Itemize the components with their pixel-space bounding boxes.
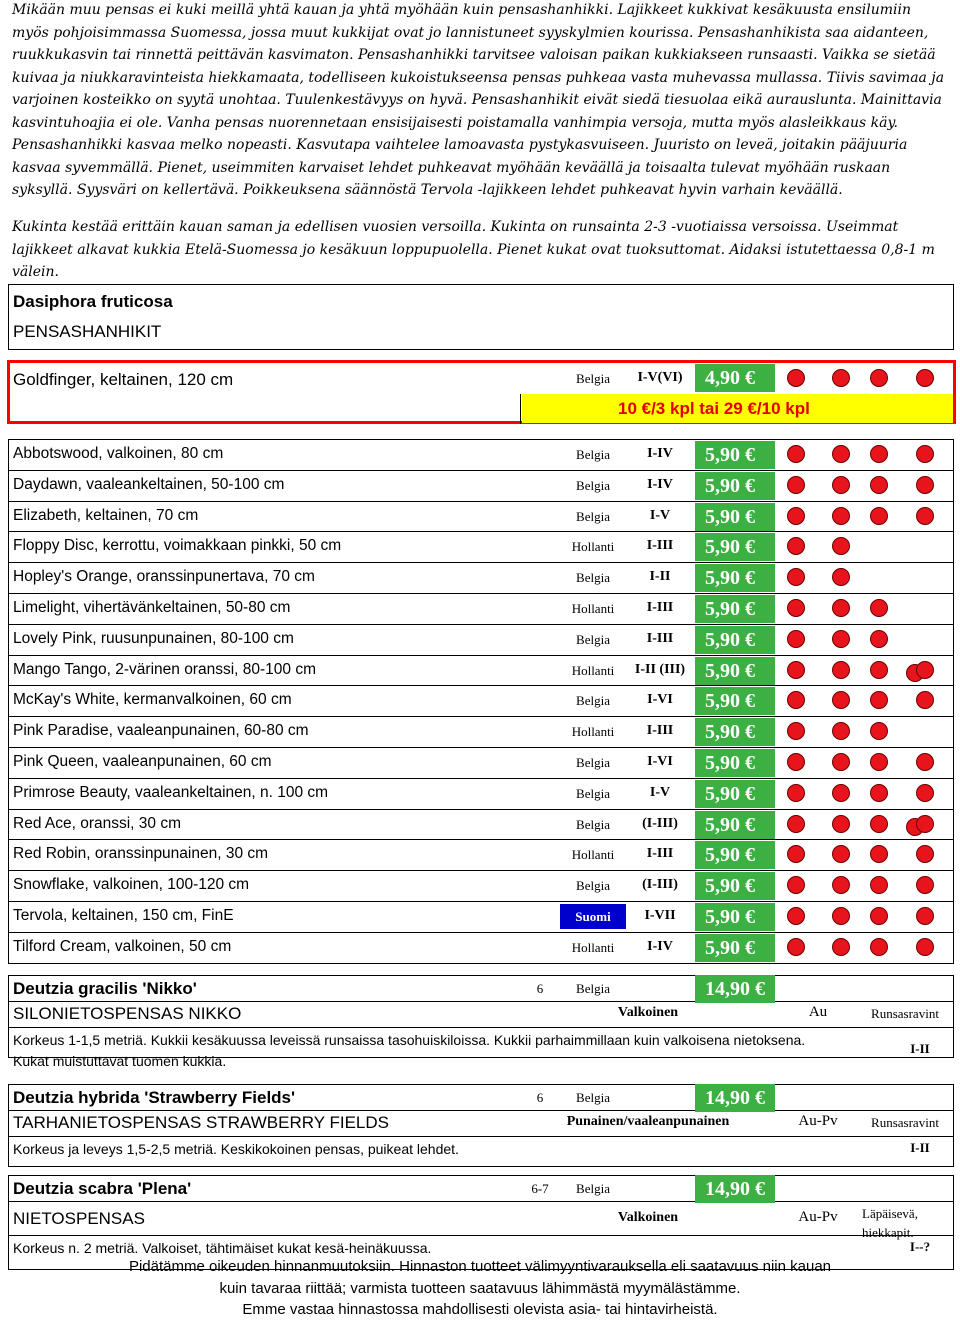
- deutzia-hardiness-zone: I-II: [910, 1140, 930, 1155]
- availability-dot-icon: [832, 784, 850, 802]
- deutzia-price: 14,90 €: [695, 1175, 775, 1203]
- variety-price: 5,90 €: [695, 441, 775, 469]
- featured-product-name: Goldfinger, keltainen, 120 cm: [13, 370, 234, 389]
- availability-dot-icon: [787, 507, 805, 525]
- availability-dot-icon: [916, 938, 934, 956]
- variety-price: 5,90 €: [695, 595, 775, 623]
- variety-name: Pink Paradise, vaaleanpunainen, 60-80 cm: [13, 722, 309, 740]
- deutzia-description: Korkeus ja leveys 1,5-2,5 metriä. Keskikokoinen pensas, puikeat lehdet.: [13, 1141, 459, 1157]
- availability-dot-icon: [787, 476, 805, 494]
- variety-hardiness-zone: I-VI: [647, 754, 673, 769]
- availability-dot-icon: [787, 938, 805, 956]
- footer-disclaimer-line-2: kuin tavaraa riittää; varmista tuotteen saatavuus lähimmästä myymälästämme.: [219, 1280, 741, 1297]
- deutzia-soil: Runsasravint: [871, 1006, 939, 1021]
- variety-name: Pink Queen, vaaleanpunainen, 60 cm: [13, 753, 272, 770]
- availability-dot-icon: [870, 445, 888, 463]
- deutzia-origin: Belgia: [576, 981, 610, 996]
- deutzia-price: 14,90 €: [695, 975, 775, 1003]
- variety-hardiness-zone: (I-III): [642, 877, 678, 893]
- deutzia-light-requirement: Au-Pv: [798, 1113, 838, 1129]
- deutzia-pot-size: 6: [536, 981, 544, 996]
- variety-hardiness-zone: I-III: [646, 538, 674, 554]
- availability-dot-icon: [832, 630, 850, 648]
- deutzia-pot-size: 6: [536, 1090, 544, 1105]
- variety-hardiness-zone: I-IV: [647, 476, 673, 492]
- deutzia-flower-color: Punainen/vaaleanpunainen: [566, 1114, 730, 1129]
- deutzia-pot-size: 6-7: [531, 1181, 549, 1196]
- availability-dot-icon: [787, 753, 805, 771]
- deutzia-flower-color: Valkoinen: [617, 1005, 679, 1020]
- variety-origin: Suomi: [560, 904, 626, 929]
- availability-dot-icon: [787, 445, 805, 463]
- variety-hardiness-zone: I-IV: [647, 938, 673, 954]
- variety-origin: Belgia: [576, 631, 610, 647]
- deutzia-description: Korkeus n. 2 metriä. Valkoiset, tähtimäiset kukat kesä-heinäkuussa.: [13, 1240, 432, 1256]
- intro-paragraph-2: Kukinta kestää erittäin kauan saman ja edellisen vuosien versoilla. Kukinta on runsainta 2-3 -vuotiaissa versoissa. Useimmat lajikkeet alkavat kukkia Etelä-Suomessa jo kesäkuun loppupuolella. Pienet kukat ovat tuoksuttomat. Aidaksi istutettaessa 0,8-1 m välein.: [12, 219, 935, 280]
- deutzia-latin-name: Deutzia scabra 'Plena': [13, 1179, 192, 1198]
- variety-name: Abbotswood, valkoinen, 80 cm: [13, 445, 224, 462]
- deutzia-price: 14,90 €: [695, 1084, 775, 1112]
- availability-dot-icon: [870, 784, 888, 802]
- featured-product-origin: Belgia: [576, 371, 610, 386]
- deutzia-soil: Läpäisevä, hiekkapit.: [862, 1206, 918, 1240]
- variety-hardiness-zone: I-III: [646, 630, 674, 646]
- availability-dot-icon: [832, 691, 850, 709]
- variety-hardiness-zone: I-III: [646, 723, 674, 739]
- availability-dot-icon: [832, 445, 850, 463]
- availability-dot-icon: [787, 845, 805, 863]
- variety-name: Tervola, keltainen, 150 cm, FinE: [13, 907, 234, 924]
- deutzia-latin-name: Deutzia hybrida 'Strawberry Fields': [13, 1088, 296, 1107]
- availability-dot-icon: [787, 784, 805, 802]
- variety-name: Hopley's Orange, oranssinpunertava, 70 cm: [13, 568, 315, 586]
- variety-origin: Hollanti: [571, 662, 615, 678]
- availability-dot-icon: [787, 630, 805, 648]
- variety-price: 5,90 €: [695, 687, 775, 715]
- availability-dot-icon: [870, 815, 888, 833]
- availability-dot-icon: [787, 722, 805, 740]
- variety-name: Limelight, vihertävänkeltainen, 50-80 cm: [13, 599, 291, 616]
- variety-hardiness-zone: I-VI: [647, 692, 673, 708]
- availability-dot-icon: [870, 907, 888, 925]
- variety-price: 5,90 €: [695, 811, 775, 839]
- deutzia-finnish-name: NIETOSPENSAS: [13, 1209, 145, 1228]
- availability-dot-icon: [916, 445, 934, 463]
- variety-origin: Hollanti: [571, 847, 615, 863]
- intro-paragraph: Mikään muu pensas ei kuki meillä yhtä kauan ja yhtä myöhään kuin pensashanhikki. Lajikkeet kukkivat kesäkuusta ensilumiin myös pohjoisimmassa Suomessa, jossa muut kukkijat ovat jo lannistuneet syyskylmien kourissa. Pensashanhikista saa aidanteen, ruukkukasvin tai rinnettä peittävän kasvimaton. Pensashanhikki tarvitsee valoisan paikan kukkiakseen runsaasti. Vaikka se sietää kuivaa ja niukkaravinteista hiekkamaata, todelliseen kukoistukseensa pensas puhkeaa vasta muhevassa mullassa. Tiivis savimaa ja varjoinen kosteikko on syytä unohtaa. Tuulenkestävyys on hyvä. Pensashanhikit eivät siedä tiesuolaa eikä aurauslunta. Mainittavia kasvintuhoajia ei ole. Vanha pensas nuorennetaan ensisijaisesti poistamalla vanhimpia versoja, mutta myös alasleikkaus käy. Pensashanhikki kasvaa melko nopeasti. Kasvutapa vaihtelee lamoavasta pystykasvuiseen. Juuristo on leveä, joitakin pääjuuria kasvaa syvemmällä. Pienet, useimmiten karvaiset lehdet puhkeavat myöhään keväällä ja toisaalta tulevat myöhään ruskaan syksyllä. Syysväri on kellertävä. Poikkeuksena säännöstä Tervola -lajikkeen lehdet puhkeavat hyvin varhain keväällä.: [12, 2, 945, 198]
- variety-hardiness-zone: I-II (III): [634, 661, 686, 677]
- variety-name: Mango Tango, 2-värinen oranssi, 80-100 cm: [13, 660, 316, 678]
- deutzia-light-requirement: Au: [808, 1004, 828, 1020]
- variety-price: 5,90 €: [695, 780, 775, 808]
- deutzia-hardiness-zone: I--?: [909, 1239, 931, 1254]
- variety-price: 5,90 €: [695, 903, 775, 931]
- availability-dot-icon: [832, 845, 850, 863]
- variety-name: McKay's White, kermanvalkoinen, 60 cm: [13, 691, 292, 709]
- availability-dot-icon: [870, 722, 888, 740]
- availability-dot-icon: [832, 599, 850, 617]
- variety-price: 5,90 €: [695, 934, 775, 962]
- variety-origin: Belgia: [576, 447, 610, 462]
- variety-name: Daydawn, vaaleankeltainen, 50-100 cm: [13, 475, 285, 493]
- availability-dot-icon: [870, 845, 888, 863]
- variety-price: 5,90 €: [695, 718, 775, 746]
- variety-price: 5,90 €: [695, 657, 775, 685]
- variety-origin: Hollanti: [571, 939, 615, 955]
- availability-dot-icon: [916, 815, 934, 833]
- variety-hardiness-zone: I-VII: [644, 908, 676, 923]
- variety-origin: Hollanti: [571, 724, 615, 740]
- variety-hardiness-zone: I-III: [646, 600, 674, 615]
- variety-price: 5,90 €: [695, 841, 775, 869]
- variety-origin: Hollanti: [571, 539, 615, 555]
- availability-dot-icon: [787, 568, 805, 586]
- variety-name: Primrose Beauty, vaaleankeltainen, n. 100 cm: [13, 783, 329, 801]
- availability-dot-icon: [870, 476, 888, 494]
- availability-dot-icon: [916, 691, 934, 709]
- footer-disclaimer-line-1: Pidätämme oikeuden hinnanmuutoksiin. Hinnaston tuotteet välimyyntivarauksella eli saatavuus niin kauan: [128, 1258, 832, 1275]
- deutzia-origin: Belgia: [576, 1181, 610, 1196]
- availability-dot-icon: [916, 753, 934, 771]
- deutzia-hardiness-zone: I-II: [910, 1041, 930, 1056]
- availability-dot-icon: [832, 753, 850, 771]
- deutzia-light-requirement: Au-Pv: [798, 1209, 838, 1225]
- variety-name: Red Ace, oranssi, 30 cm: [13, 814, 181, 832]
- featured-offer-banner: 10 €/3 kpl tai 29 €/10 kpl: [522, 394, 953, 423]
- variety-price: 5,90 €: [695, 564, 775, 592]
- availability-dot-icon: [787, 815, 805, 833]
- variety-price: 5,90 €: [695, 749, 775, 777]
- variety-hardiness-zone: I-V: [649, 507, 671, 523]
- availability-dot-icon: [832, 537, 850, 555]
- availability-dot-icon: [787, 876, 805, 894]
- availability-dot-icon: [870, 507, 888, 525]
- variety-hardiness-zone: I-V: [649, 784, 671, 800]
- availability-dot-icon: [916, 661, 934, 679]
- variety-origin: Belgia: [576, 816, 610, 832]
- variety-name: Red Robin, oranssinpunainen, 30 cm: [13, 845, 269, 863]
- availability-dot-icon: [916, 845, 934, 863]
- variety-hardiness-zone: I-IV: [647, 446, 673, 461]
- deutzia-description: Korkeus 1-1,5 metriä. Kukkii kesäkuussa leveissä runsaissa tasohuiskiloissa. Kukkii parhaimmillaan kuin valkoisena nietoksena. Kukat muistuttavat tuomen kukkia.: [13, 1032, 806, 1069]
- variety-price: 5,90 €: [695, 533, 775, 561]
- availability-dot-icon: [787, 907, 805, 925]
- featured-product-price: 4,90 €: [695, 364, 775, 392]
- availability-dot-icon: [832, 815, 850, 833]
- availability-dot-icon: [870, 753, 888, 771]
- variety-name: Snowflake, valkoinen, 100-120 cm: [13, 876, 250, 894]
- deutzia-origin: Belgia: [576, 1090, 610, 1105]
- variety-origin: Belgia: [576, 785, 610, 801]
- variety-hardiness-zone: I-II: [649, 569, 671, 585]
- variety-origin: Belgia: [576, 508, 610, 524]
- deutzia-finnish-name: SILONIETOSPENSAS NIKKO: [13, 1004, 242, 1023]
- variety-hardiness-zone: (I-III): [642, 815, 678, 831]
- variety-price: 5,90 €: [695, 872, 775, 900]
- availability-dot-icon: [832, 876, 850, 894]
- availability-dot-icon: [832, 568, 850, 586]
- availability-dot-icon: [832, 907, 850, 925]
- variety-origin: Belgia: [576, 477, 610, 493]
- availability-dot-icon: [870, 630, 888, 648]
- availability-dot-icon: [870, 876, 888, 894]
- variety-price: 5,90 €: [695, 472, 775, 500]
- availability-dot-icon: [916, 784, 934, 802]
- dasiphora-latin-name: Dasiphora fruticosa: [13, 292, 173, 311]
- variety-origin: Belgia: [576, 570, 610, 586]
- availability-dot-icon: [787, 537, 805, 555]
- availability-dot-icon: [916, 507, 934, 525]
- availability-dot-icon: [787, 661, 805, 679]
- availability-dot-icon: [916, 476, 934, 494]
- variety-origin: Hollanti: [571, 601, 615, 616]
- availability-dot-icon: [870, 661, 888, 679]
- deutzia-latin-name: Deutzia gracilis 'Nikko': [13, 979, 197, 998]
- deutzia-flower-color: Valkoinen: [617, 1210, 679, 1225]
- availability-dot-icon: [916, 876, 934, 894]
- variety-origin: Belgia: [576, 693, 610, 709]
- availability-dot-icon: [832, 661, 850, 679]
- availability-dot-icon: [787, 599, 805, 617]
- deutzia-finnish-name: TARHANIETOSPENSAS STRAWBERRY FIELDS: [13, 1113, 389, 1132]
- footer-disclaimer-line-3: Emme vastaa hinnastossa mahdollisesti olevista asia- tai hintavirheistä.: [242, 1301, 718, 1318]
- featured-product-zone: I-V(VI): [637, 370, 683, 385]
- availability-dot-icon: [787, 691, 805, 709]
- variety-hardiness-zone: I-III: [646, 846, 674, 862]
- variety-name: Elizabeth, keltainen, 70 cm: [13, 506, 199, 524]
- variety-name: Floppy Disc, kerrottu, voimakkaan pinkki, 50 cm: [13, 537, 342, 555]
- availability-dot-icon: [870, 938, 888, 956]
- variety-origin: Belgia: [576, 755, 610, 770]
- dasiphora-finnish-name: PENSASHANHIKIT: [13, 322, 162, 341]
- variety-price: 5,90 €: [695, 626, 775, 654]
- availability-dot-icon: [870, 691, 888, 709]
- availability-dot-icon: [916, 907, 934, 925]
- variety-origin: Belgia: [576, 878, 610, 894]
- variety-name: Tilford Cream, valkoinen, 50 cm: [13, 937, 232, 955]
- availability-dot-icon: [870, 599, 888, 617]
- availability-dot-icon: [832, 722, 850, 740]
- availability-dot-icon: [832, 938, 850, 956]
- variety-name: Lovely Pink, ruusunpunainen, 80-100 cm: [13, 629, 294, 647]
- deutzia-soil: Runsasravint: [871, 1115, 939, 1130]
- availability-dot-icon: [832, 476, 850, 494]
- variety-price: 5,90 €: [695, 503, 775, 531]
- availability-dot-icon: [832, 507, 850, 525]
